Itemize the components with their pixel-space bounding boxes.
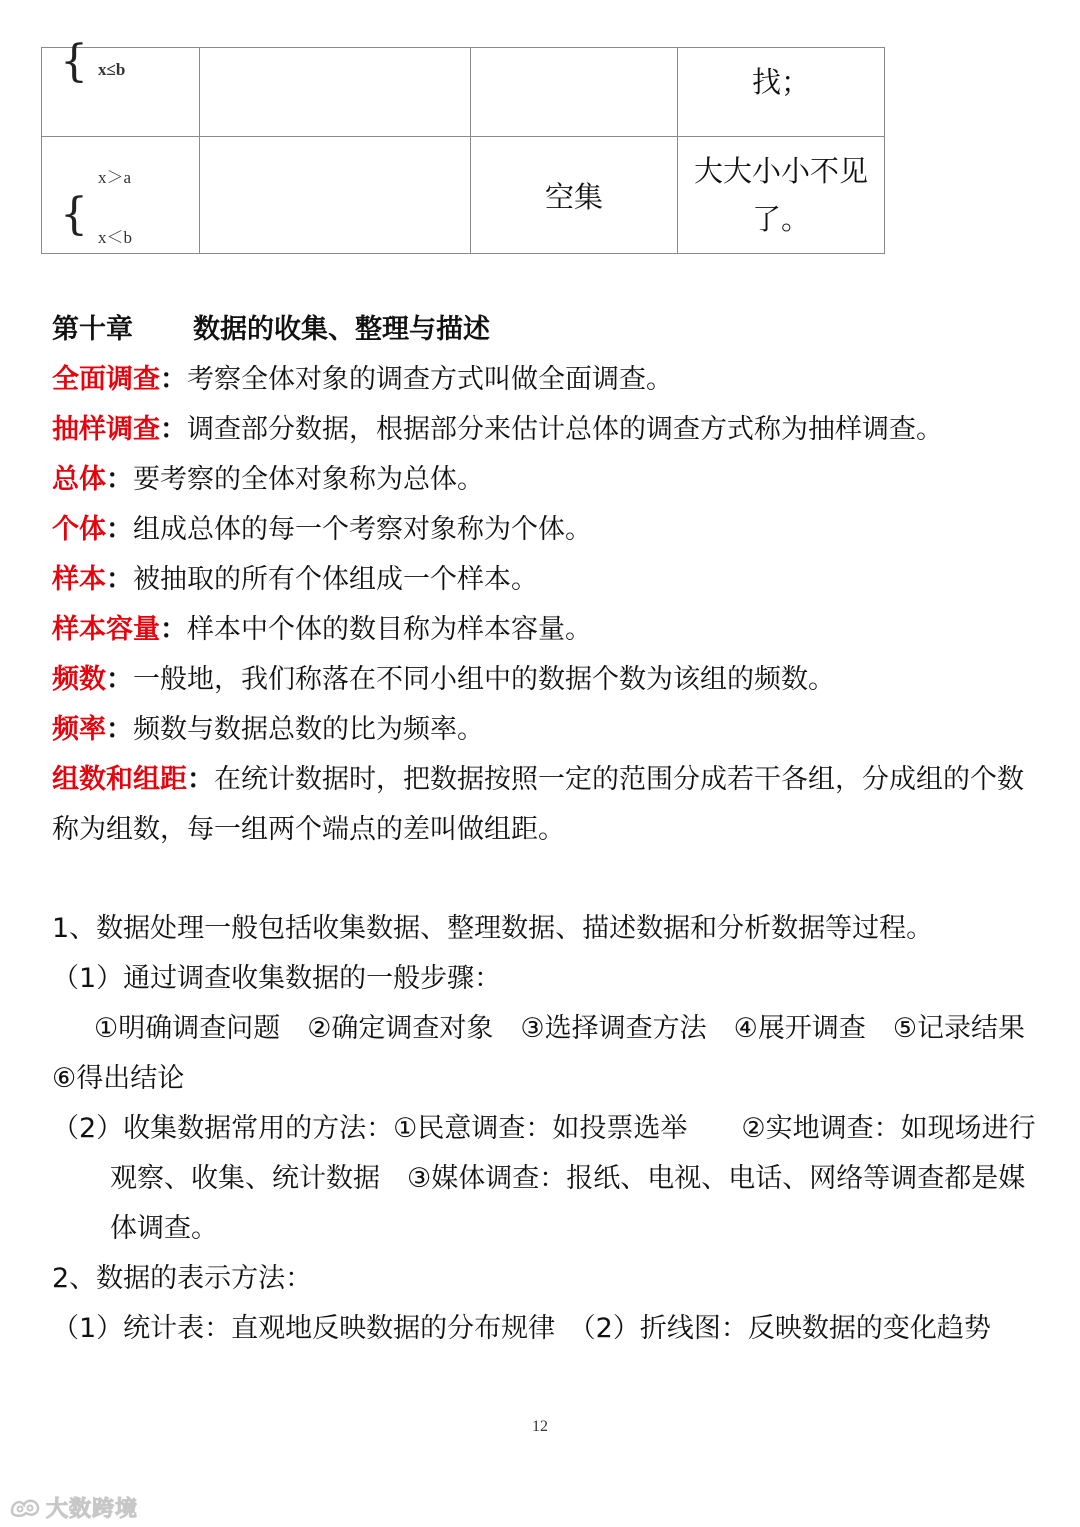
watermark-text: 大数跨境	[46, 1497, 139, 1522]
definition-item	[52, 605, 1042, 655]
definition-item	[52, 405, 1042, 455]
chapter-number: 第十章	[52, 314, 133, 345]
definition-text: 样本中个体的数目称为样本容量。	[187, 614, 592, 645]
point-1-1-title: （1）通过调查收集数据的一般步骤：	[52, 963, 502, 994]
definition-text: 一般地，我们称落在不同小组中的数据个数为该组的频数。	[133, 664, 835, 695]
table-row	[42, 48, 885, 137]
brace-icon: {	[60, 36, 88, 87]
definition-term: 抽样调查	[52, 414, 160, 445]
definition-item	[52, 455, 1042, 505]
inequality-upper-bound: x≤b	[98, 60, 126, 79]
point-1-1-steps: ①明确调查问题 ②确定调查对象 ③选择调查方法 ④展开调查 ⑤记录结果 ⑥得出结论	[52, 1013, 1053, 1094]
definition-text: 被抽取的所有个体组成一个样本。	[133, 564, 538, 595]
definition-colon: ：	[106, 564, 133, 595]
table-row	[42, 137, 885, 254]
inequality-lower-bound: x＞a	[98, 168, 132, 187]
point-2-1: （1）统计表：直观地反映数据的分布规律 （2）折线图：反映数据的变化趋势	[52, 1313, 991, 1344]
chapter-heading	[52, 307, 490, 346]
definition-text: 组成总体的每一个考察对象称为个体。	[133, 514, 592, 545]
mnemonic-cell	[678, 48, 885, 137]
brace-icon: {	[60, 189, 88, 240]
definition-colon: ：	[160, 414, 187, 445]
mnemonic-cell	[678, 137, 885, 254]
inequality-table	[41, 36, 885, 254]
definition-colon: ：	[187, 764, 214, 795]
definition-item	[52, 655, 1042, 705]
definition-term: 组数和组距	[52, 764, 187, 795]
point-1: 1、数据处理一般包括收集数据、整理数据、描述数据和分析数据等过程。	[52, 913, 934, 944]
chapter-title: 数据的收集、整理与描述	[193, 314, 490, 345]
solution-set-cell	[471, 137, 678, 254]
number-line-cell	[200, 137, 471, 254]
watermark-logo-icon	[8, 1495, 42, 1521]
definition-term: 总体	[52, 464, 106, 495]
definition-text: 调查部分数据，根据部分来估计总体的调查方式称为抽样调查。	[187, 414, 943, 445]
definition-colon: ：	[106, 714, 133, 745]
definition-term: 频率	[52, 714, 106, 745]
key-points	[52, 904, 1053, 1354]
definition-text: 在统计数据时，把数据按照一定的范围分成若干各组，分成组的个数称为组数，每一组两个端点的差叫做组距。	[52, 764, 1024, 845]
definition-text: 要考察的全体对象称为总体。	[133, 464, 484, 495]
definition-text: 频数与数据总数的比为频率。	[133, 714, 484, 745]
definition-item	[52, 755, 1042, 855]
definition-colon: ：	[106, 664, 133, 695]
inequality-system-cell	[42, 36, 200, 137]
definition-term: 个体	[52, 514, 106, 545]
definition-item	[52, 505, 1042, 555]
definition-colon: ：	[160, 614, 187, 645]
definition-term: 样本容量	[52, 614, 160, 645]
page-number: 12	[532, 1418, 548, 1435]
definition-colon: ：	[160, 364, 187, 395]
definition-item	[52, 705, 1042, 755]
inequality-upper-bound: x＜b	[98, 228, 132, 247]
point-2: 2、数据的表示方法：	[52, 1263, 313, 1294]
mnemonic-text: 大大小小不见了。	[693, 154, 868, 236]
mnemonic-text: 找；	[751, 65, 810, 99]
solution-set-cell	[471, 48, 678, 137]
watermark	[8, 1492, 138, 1523]
definition-text: 考察全体对象的调查方式叫做全面调查。	[187, 364, 673, 395]
definition-list	[52, 355, 1042, 855]
definition-term: 全面调查	[52, 364, 160, 395]
definition-item	[52, 555, 1042, 605]
inequality-system-cell	[42, 137, 200, 254]
solution-set-text: 空集	[544, 179, 603, 214]
definition-colon: ：	[106, 464, 133, 495]
number-line-cell	[200, 48, 471, 137]
definition-term: 样本	[52, 564, 106, 595]
definition-term: 频数	[52, 664, 106, 695]
point-1-2: （2）收集数据常用的方法：①民意调查：如投票选举 ②实地调查：如现场进行观察、收集、统计数据 ③媒体调查：报纸、电视、电话、网络等调查都是媒体调查。	[52, 1113, 1036, 1244]
definition-item	[52, 355, 1042, 405]
definition-colon: ：	[106, 514, 133, 545]
